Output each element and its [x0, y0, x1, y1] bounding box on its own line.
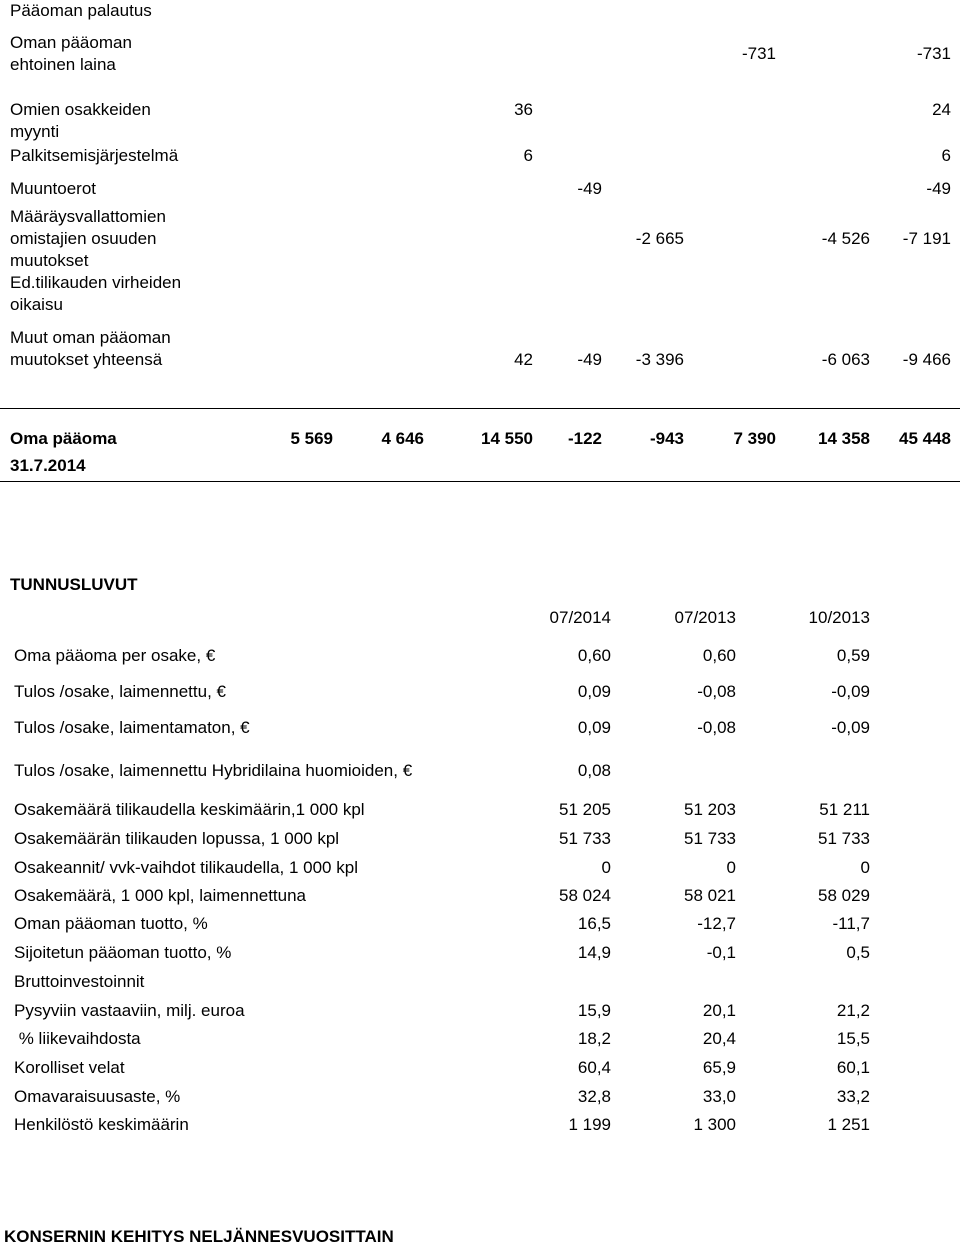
- kpi-cell: 0,09: [577, 718, 611, 737]
- kpi-row-label: Osakemäärä tilikaudella keskimäärin,1 000 kpl: [14, 800, 365, 819]
- kpi-cell: 51 203: [684, 800, 736, 819]
- kpi-cell: 0,08: [577, 761, 611, 780]
- kpi-cell: -0,09: [831, 718, 870, 737]
- kpi-row-label: Tulos /osake, laimennettu, €: [14, 682, 226, 701]
- kpi-header: 07/2013: [674, 608, 736, 627]
- kpi-cell: 18,2: [577, 1029, 611, 1048]
- equity-cell: -49: [926, 179, 951, 198]
- equity-cell: 24: [932, 100, 951, 119]
- kpi-cell: -0,09: [831, 682, 870, 701]
- equity-cell: 42: [514, 350, 533, 369]
- equity-row-label: Ed.tilikauden virheiden oikaisu: [10, 273, 182, 314]
- equity-total-cell: -943: [649, 429, 684, 448]
- kpi-cell: 20,4: [702, 1029, 736, 1048]
- kpi-cell: 16,5: [577, 914, 611, 933]
- kpi-title: TUNNUSLUVUT: [10, 575, 138, 594]
- kpi-cell: 21,2: [836, 1001, 870, 1020]
- kpi-row-label: Korolliset velat: [14, 1058, 125, 1077]
- equity-cell: -9 466: [902, 350, 951, 369]
- kpi-cell: 33,0: [702, 1087, 736, 1106]
- equity-row-label: Muut oman pääoman muutokset yhteensä: [10, 328, 171, 369]
- equity-row-label: Oman pääoman ehtoinen laina: [10, 33, 132, 74]
- kpi-cell: 58 024: [559, 886, 611, 905]
- kpi-row-label: Oma pääoma per osake, €: [14, 646, 216, 665]
- kpi-cell: 15,5: [836, 1029, 870, 1048]
- kpi-cell: -12,7: [697, 914, 736, 933]
- kpi-cell: 60,1: [836, 1058, 870, 1077]
- kpi-cell: 58 029: [818, 886, 870, 905]
- divider: [0, 408, 960, 409]
- equity-cell: -7 191: [902, 229, 951, 248]
- equity-cell: -49: [577, 350, 602, 369]
- footer-title: KONSERNIN KEHITYS NELJÄNNESVUOSITTAIN: [4, 1227, 394, 1246]
- kpi-cell: 32,8: [577, 1087, 611, 1106]
- kpi-cell: 1 300: [693, 1115, 736, 1134]
- kpi-row-label: Tulos /osake, laimennettu Hybridilaina huomioiden, €: [14, 761, 413, 780]
- kpi-row-label: Pysyviin vastaaviin, milj. euroa: [14, 1001, 245, 1020]
- kpi-cell: 0: [860, 858, 870, 877]
- kpi-cell: 14,9: [577, 943, 611, 962]
- kpi-cell: 51 205: [559, 800, 611, 819]
- kpi-cell: 0,09: [577, 682, 611, 701]
- kpi-cell: 0: [601, 858, 611, 877]
- equity-cell: -731: [741, 44, 776, 63]
- kpi-header: 10/2013: [808, 608, 870, 627]
- kpi-row-label: Sijoitetun pääoman tuotto, %: [14, 943, 232, 962]
- equity-total-label: Oma pääoma: [10, 429, 117, 448]
- kpi-cell: 0,60: [577, 646, 611, 665]
- equity-row-label: Määräysvallattomien omistajien osuuden muutokset: [10, 207, 166, 270]
- equity-cell: -49: [577, 179, 602, 198]
- kpi-cell: 0,59: [836, 646, 870, 665]
- kpi-cell: 0,60: [702, 646, 736, 665]
- kpi-row-label: Tulos /osake, laimentamaton, €: [14, 718, 250, 737]
- kpi-row-label: Henkilöstö keskimäärin: [14, 1115, 189, 1134]
- kpi-cell: 33,2: [836, 1087, 870, 1106]
- kpi-cell: 51 733: [684, 829, 736, 848]
- divider: [0, 481, 960, 482]
- kpi-cell: -11,7: [832, 914, 870, 933]
- equity-cell: -6 063: [821, 350, 870, 369]
- kpi-cell: -0,08: [697, 718, 736, 737]
- kpi-cell: 51 211: [819, 800, 870, 819]
- kpi-row-label: % liikevaihdosta: [14, 1029, 141, 1048]
- kpi-cell: 65,9: [702, 1058, 736, 1077]
- equity-total-cell: 45 448: [899, 429, 951, 448]
- equity-total-date: 31.7.2014: [10, 456, 86, 475]
- kpi-header: 07/2014: [549, 608, 611, 627]
- equity-total-cell: 4 646: [381, 429, 424, 448]
- kpi-cell: 0,5: [846, 943, 870, 962]
- equity-cell: -3 396: [635, 350, 684, 369]
- kpi-cell: 15,9: [577, 1001, 611, 1020]
- kpi-cell: 0: [726, 858, 736, 877]
- kpi-row-label: Osakemäärä, 1 000 kpl, laimennettuna: [14, 886, 307, 905]
- equity-cell: 36: [514, 100, 533, 119]
- equity-total-cell: -122: [567, 429, 602, 448]
- kpi-cell: -0,1: [706, 943, 736, 962]
- equity-cell: -4 526: [821, 229, 870, 248]
- equity-cell: 6: [941, 146, 951, 165]
- kpi-cell: -0,08: [697, 682, 736, 701]
- kpi-row-label: Oman pääoman tuotto, %: [14, 914, 208, 933]
- equity-total-cell: 14 358: [818, 429, 870, 448]
- kpi-cell: 51 733: [818, 829, 870, 848]
- equity-row-label: Muuntoerot: [10, 179, 96, 198]
- equity-cell: -2 665: [635, 229, 684, 248]
- equity-row-label: Pääoman palautus: [10, 1, 152, 20]
- kpi-cell: 60,4: [577, 1058, 611, 1077]
- kpi-cell: 1 251: [827, 1115, 870, 1134]
- kpi-row-label: Omavaraisuusaste, %: [14, 1087, 181, 1106]
- equity-cell: 6: [523, 146, 533, 165]
- equity-total-cell: 7 390: [733, 429, 776, 448]
- kpi-row-label: Osakeannit/ vvk-vaihdot tilikaudella, 1 000 kpl: [14, 858, 358, 877]
- equity-row-label: Palkitsemisjärjestelmä: [10, 146, 179, 165]
- kpi-cell: 1 199: [568, 1115, 611, 1134]
- equity-total-cell: 14 550: [481, 429, 533, 448]
- kpi-cell: 51 733: [559, 829, 611, 848]
- equity-cell: -731: [916, 44, 951, 63]
- equity-row-label: Omien osakkeiden myynti: [10, 100, 151, 141]
- kpi-cell: 58 021: [684, 886, 736, 905]
- kpi-cell: 20,1: [702, 1001, 736, 1020]
- kpi-row-label: Osakemäärän tilikauden lopussa, 1 000 kpl: [14, 829, 340, 848]
- kpi-row-label: Bruttoinvestoinnit: [14, 972, 145, 991]
- equity-total-cell: 5 569: [290, 429, 333, 448]
